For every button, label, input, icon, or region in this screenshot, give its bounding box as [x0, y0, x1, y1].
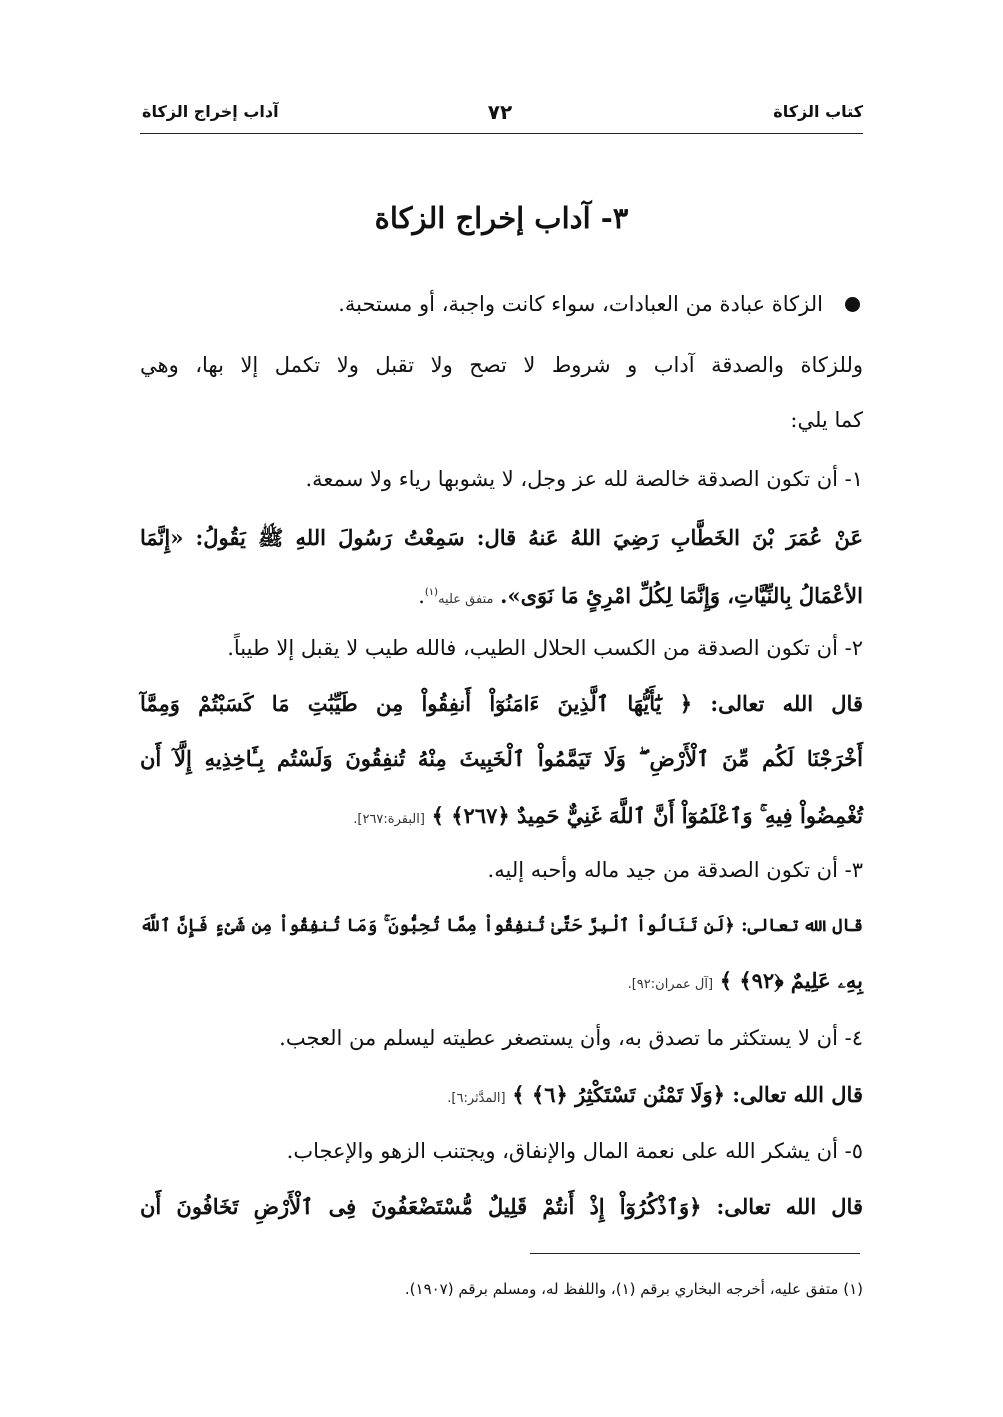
- item-4-heading: ٤- أن لا يستكثر ما تصدق به، وأن يستصغر عطيته ليسلم من العجب.: [279, 1026, 863, 1050]
- hadith-end: .: [418, 584, 425, 608]
- item-1-heading: ١- أن تكون الصدقة خالصة لله عز وجل، لا يشوبها رياء ولا سمعة.: [305, 467, 863, 491]
- running-header-chapter-title: آداب إخراج الزكاة: [142, 102, 279, 121]
- item-2-heading: ٢- أن تكون الصدقة من الكسب الحلال الطيب، فالله طيب لا يقبل إلا طيباً.: [227, 636, 863, 660]
- intro-line-1: وللزكاة والصدقة آداب و شروط لا تصح ولا تقبل ولا تكمل إلا بها، وهي: [140, 353, 863, 377]
- section-title: ٣- آداب إخراج الزكاة: [374, 201, 629, 235]
- item-5-heading: ٥- أن يشكر الله على نعمة المال والإنفاق، ويجتنب الزهو والإعجاب.: [286, 1139, 863, 1163]
- hadith-text: الأعْمَالُ بِالنِّيَّاتِ، وَإِنَّمَا لِكُلِّ امْرِئٍ مَا نَوَى».: [500, 583, 863, 608]
- footnote-ref-1: (١): [424, 587, 439, 598]
- verse-2-line-3: [353, 796, 863, 840]
- verse-2-text: تُغْمِضُواْ فِيهِ ۚ وَٱعْلَمُوٓاْ أَنَّ ٱللَّهَ غَنِيٌّ حَمِيدٌ ﴿٢٦٧﴾ ﴾: [431, 803, 863, 828]
- hadith-source: متفق عليه: [438, 592, 494, 607]
- page-number: ٧٢: [487, 100, 513, 124]
- verse-4-reference: [المدَّثر:٦].: [447, 1091, 506, 1106]
- verse-4-line-1: [447, 1075, 863, 1119]
- item-3-heading: ٣- أن تكون الصدقة من جيد ماله وأحبه إليه.: [487, 858, 863, 882]
- verse-3-line-2: [628, 961, 863, 1005]
- verse-3-reference: [آل عمران:٩٢].: [627, 977, 714, 992]
- header-divider: [140, 133, 863, 134]
- verse-2-line-2: أَخْرَجْنَا لَكُم مِّنَ ٱلْأَرْضِ ۖ وَلَا تَيَمَّمُواْ ٱلْخَبِيثَ مِنْهُ تُنفِقُونَ وَلَسْتُم بِـَٔاخِذِيهِ إِلَّآ أَن: [140, 746, 863, 771]
- bullet-icon: [845, 297, 860, 312]
- verse-4-text: قال الله تعالى: ﴿وَلَا تَمْنُن تَسْتَكْثِرُ ﴿٦﴾ ﴾: [512, 1082, 863, 1107]
- hadith-line-2: [418, 573, 863, 620]
- verse-2-line-1: قال الله تعالى: ﴿ يَٰٓأَيُّهَا ٱلَّذِينَ ءَامَنُوٓاْ أَنفِقُواْ مِن طَيِّبَٰتِ مَا كَسَبْتُمْ وَمِمَّآ: [140, 691, 863, 716]
- intro-line-2: كما يلي:: [790, 408, 863, 432]
- running-header-book-title: كتاب الزكاة: [773, 102, 863, 121]
- verse-2-reference: [البقرة:٢٦٧].: [353, 812, 425, 827]
- footnote-divider: [530, 1253, 860, 1254]
- hadith-line-1: عَنْ عُمَرَ بْنَ الخَطَّابِ رَضِيَ اللهُ عَنهُ قال: سَمِعْتُ رَسُولَ اللهِ ﷺ يَقُولُ: «إِنَّمَا: [140, 525, 863, 550]
- verse-3-line-1: قال الله تعالى: ﴿لَن تَنَالُواْ ٱلْبِرَّ حَتَّىٰ تُنفِقُواْ مِمَّا تُحِبُّونَ ۚ وَمَا تُنفِقُواْ مِن شَىْءٍ فَإِنَّ ٱللَّهَ: [140, 916, 863, 936]
- verse-3-text: بِهِۦ عَلِيمٌ ﴿٩٢﴾ ﴾: [719, 968, 863, 993]
- verse-5-line-1: قال الله تعالى: ﴿وَٱذْكُرُوٓاْ إِذْ أَنتُمْ قَلِيلٌ مُّسْتَضْعَفُونَ فِى ٱلْأَرْضِ تَخَافُونَ أَن: [140, 1194, 863, 1219]
- bullet-text: الزكاة عبادة من العبادات، سواء كانت واجبة، أو مستحبة.: [338, 292, 823, 316]
- footnote-1: (١) متفق عليه، أخرجه البخاري برقم (١)، واللفظ له، ومسلم برقم (١٩٠٧).: [404, 1280, 863, 1298]
